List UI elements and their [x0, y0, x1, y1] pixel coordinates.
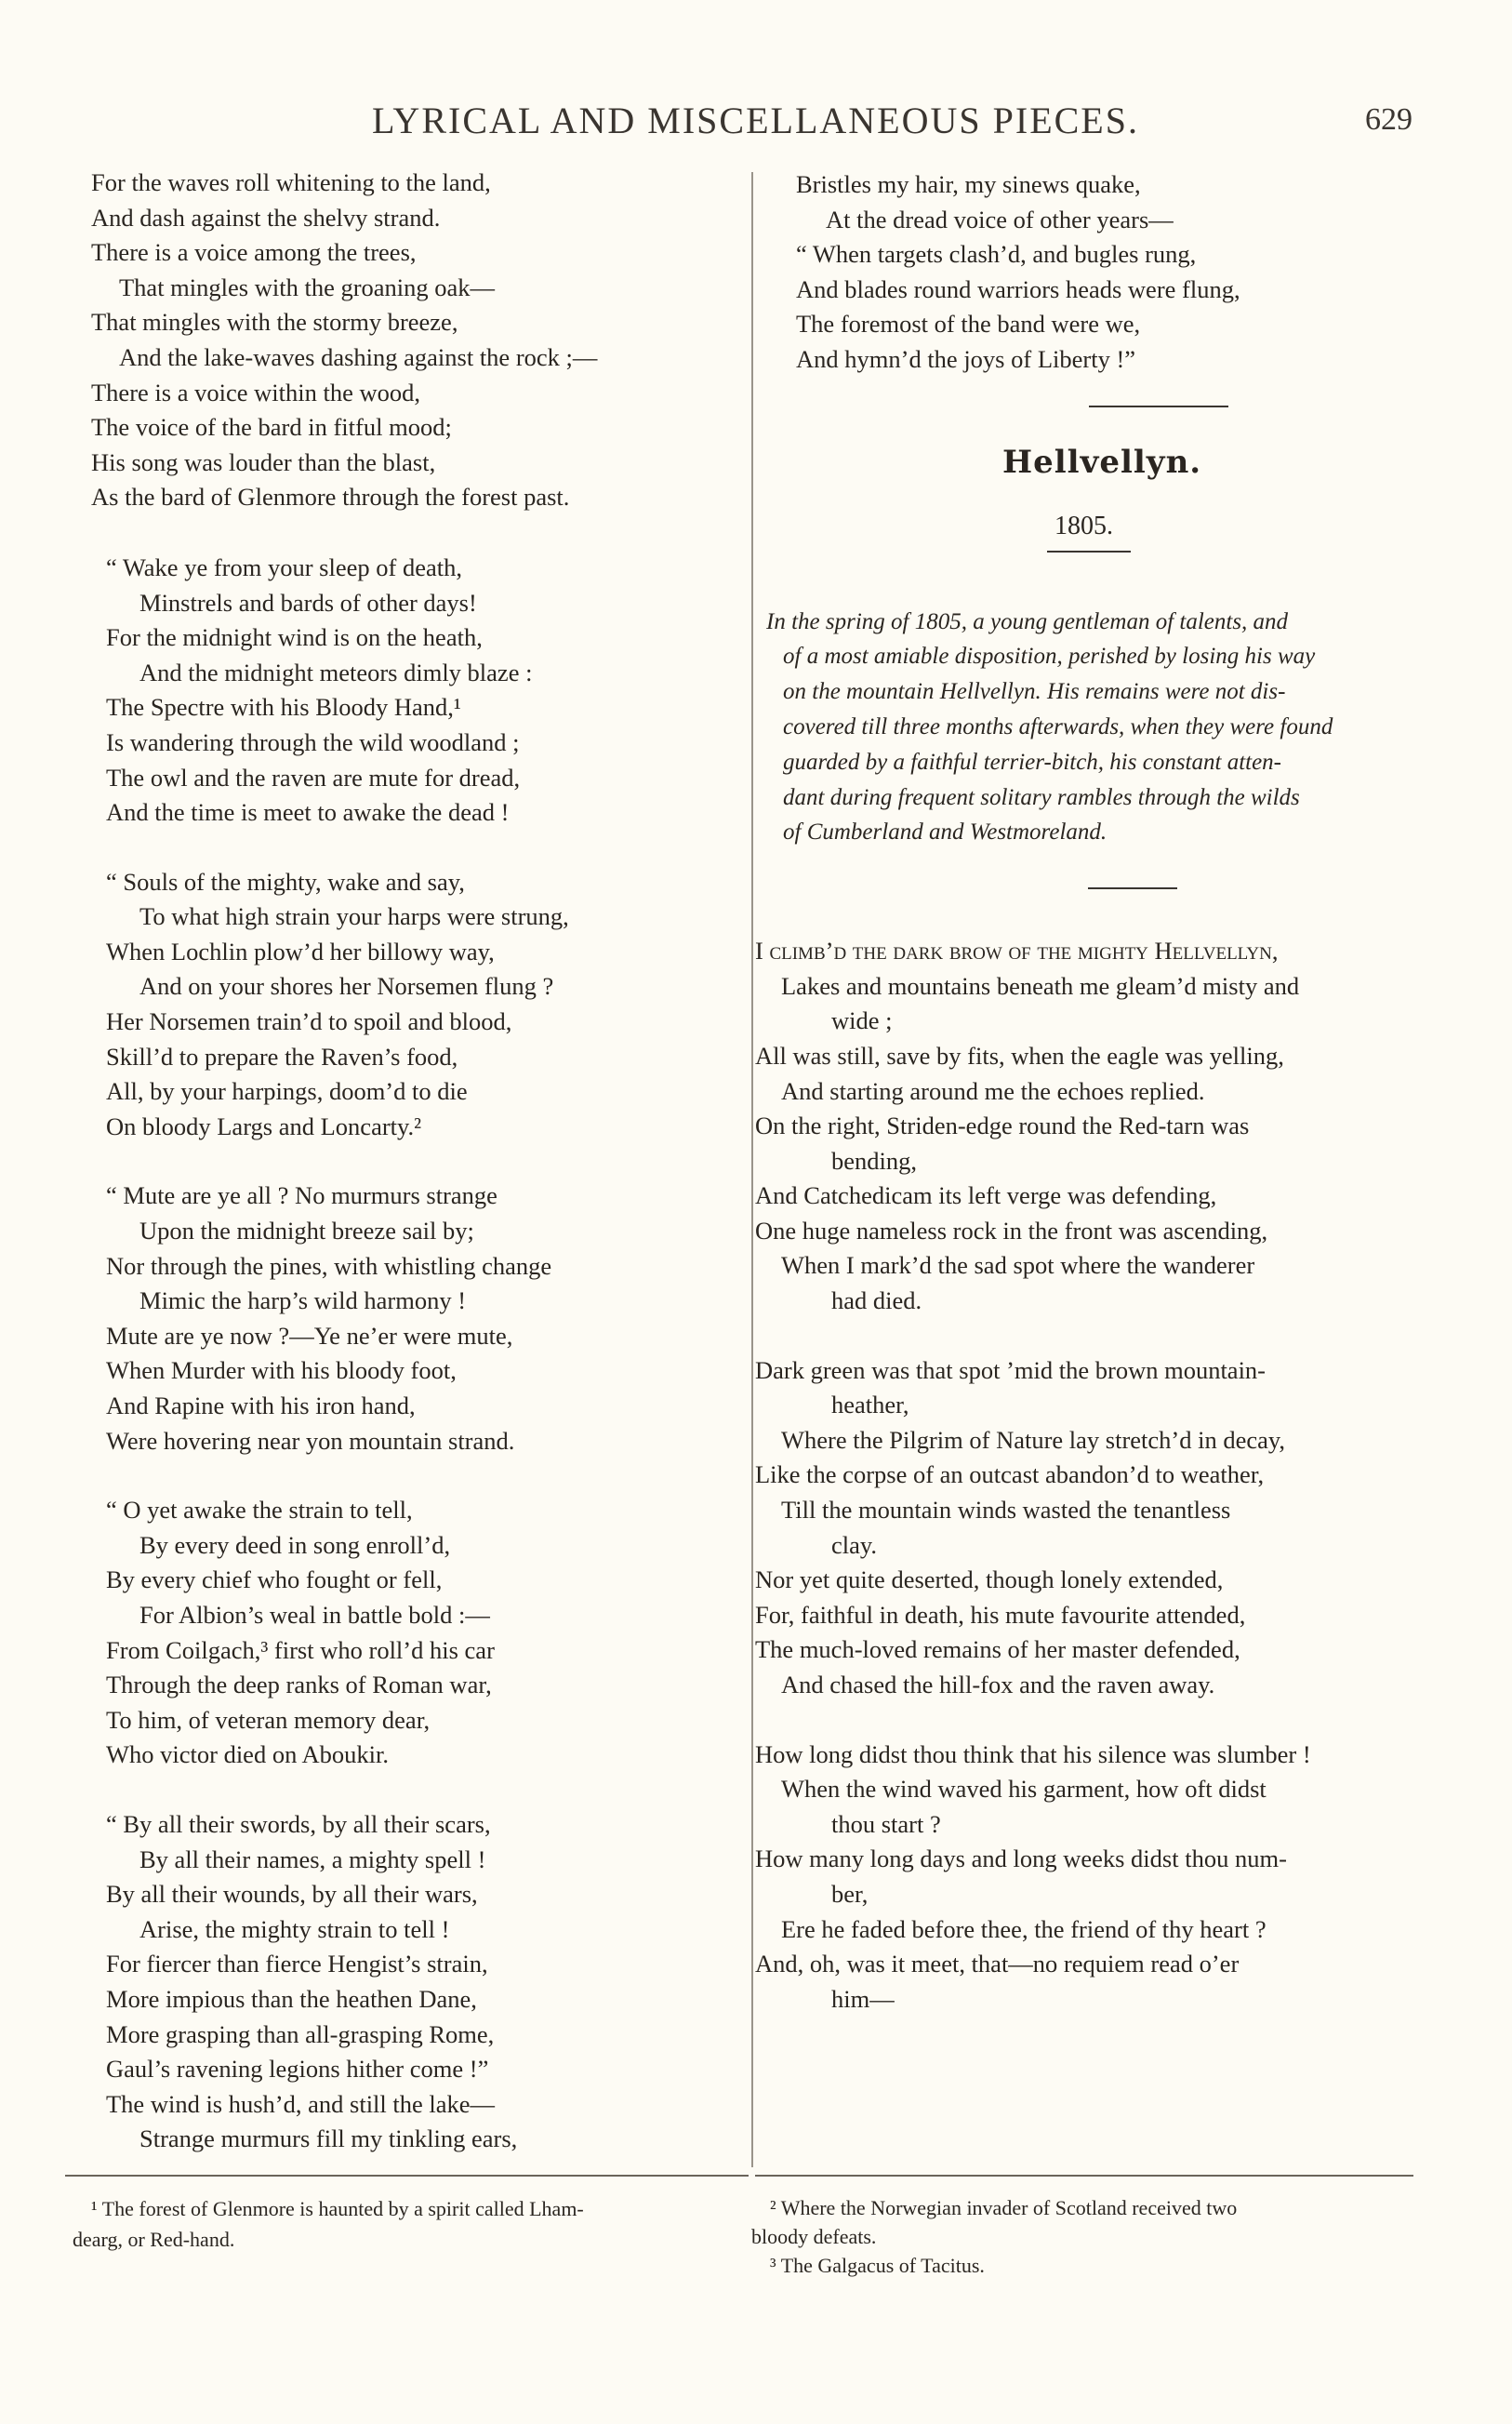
verse-line: From Coilgach,³ first who roll’d his car	[106, 1635, 495, 1664]
verse-line: And the midnight meteors dimly blaze :	[139, 658, 533, 686]
verse-line: Mimic the harp’s wild harmony !	[139, 1286, 467, 1315]
verse-line: His song was louder than the blast,	[91, 447, 436, 476]
stanza	[755, 1738, 1425, 2018]
verse-line: Till the mountain winds wasted the tenantless	[781, 1496, 1231, 1525]
poem-body	[755, 934, 1425, 2017]
verse-line: More grasping than all-grasping Rome,	[106, 2019, 495, 2048]
verse-line: By every deed in song enroll’d,	[139, 1530, 451, 1559]
verse-line: For Albion’s weal in battle bold :—	[139, 1600, 490, 1629]
verse-line: “ Mute are ye all ? No murmurs strange	[106, 1181, 497, 1210]
verse-line: On bloody Largs and Loncarty.²	[106, 1112, 422, 1140]
verse-line: thou start ?	[831, 1809, 941, 1838]
verse-line: The voice of the bard in fitful mood;	[91, 413, 452, 442]
verse-line: For, faithful in death, his mute favourite attended,	[755, 1600, 1246, 1629]
footnote-rule-right	[755, 2175, 1413, 2177]
intro-line: covered till three months afterwards, when they were found	[783, 713, 1333, 739]
verse-line: To him, of veteran memory dear,	[106, 1705, 431, 1734]
verse-line: bending,	[831, 1146, 917, 1175]
verse-line: Through the deep ranks of Roman war,	[106, 1671, 492, 1699]
verse-line: On the right, Striden-edge round the Red-tarn was	[755, 1112, 1250, 1140]
footnote-line: dearg, or Red-hand.	[73, 2228, 235, 2251]
verse-line: One huge nameless rock in the front was ascending,	[755, 1216, 1268, 1245]
verse-line: Strange murmurs fill my tinkling ears,	[139, 2124, 518, 2153]
verse-line: When Murder with his bloody foot,	[106, 1356, 457, 1385]
stanza	[755, 934, 1425, 1319]
verse-line: clay.	[831, 1530, 878, 1559]
verse-line: At the dread voice of other years—	[826, 205, 1174, 233]
footnotes-right	[751, 2193, 1413, 2280]
verse-line: Her Norsemen train’d to spoil and blood,	[106, 1007, 512, 1036]
verse-line: Ere he faded before thee, the friend of thy heart ?	[781, 1914, 1267, 1943]
verse-line: had died.	[831, 1286, 922, 1315]
verse-line: There is a voice within the wood,	[91, 378, 420, 406]
verse-line: And dash against the shelvy strand.	[91, 203, 441, 232]
right-column	[755, 167, 1425, 2051]
verse-line: Who victor died on Aboukir.	[106, 1740, 389, 1769]
intro-line: dant during frequent solitary rambles through the wilds	[783, 784, 1300, 810]
running-title: LYRICAL AND MISCELLANEOUS PIECES.	[372, 100, 1139, 141]
verse-line: All, by your harpings, doom’d to die	[106, 1077, 468, 1106]
verse-line: When the wind waved his garment, how oft didst	[781, 1775, 1267, 1804]
verse-line: “ Souls of the mighty, wake and say,	[106, 867, 465, 896]
verse-line: The owl and the raven are mute for dread,	[106, 763, 521, 792]
intro-rule	[1088, 887, 1177, 889]
verse-line: By all their wounds, by all their wars,	[106, 1880, 478, 1909]
verse-line: And hymn’d the joys of Liberty !”	[796, 344, 1136, 373]
verse-line: Like the corpse of an outcast abandon’d to weather,	[755, 1460, 1265, 1489]
verse-line: Bristles my hair, my sinews quake,	[796, 170, 1141, 198]
verse-line: And, oh, was it meet, that—no requiem read o’er	[755, 1950, 1240, 1978]
verse-line: The much-loved remains of her master defended,	[755, 1635, 1240, 1664]
verse-line: “ When targets clash’d, and bugles rung,	[796, 240, 1197, 269]
verse-line: And Catchedicam its left verge was defending,	[755, 1181, 1217, 1210]
verse-line: And blades round warriors heads were flung,	[796, 274, 1240, 303]
page-header	[0, 93, 1512, 149]
page-number: 629	[1365, 102, 1413, 137]
verse-line: To what high strain your harps were strung,	[139, 902, 569, 931]
verse-line: That mingles with the stormy breeze,	[91, 308, 458, 337]
verse-line: Is wandering through the wild woodland ;	[106, 727, 520, 756]
verse-line: Arise, the mighty strain to tell !	[139, 1914, 450, 1943]
intro-line: on the mountain Hellvellyn. His remains were not dis-	[783, 679, 1286, 705]
verse-line: How many long days and long weeks didst thou num-	[755, 1845, 1287, 1873]
verse-line: The wind is hush’d, and still the lake—	[106, 2089, 496, 2118]
verse-line: I climb’d the dark brow of the mighty Hellvellyn,	[755, 937, 1279, 966]
verse-line: Minstrels and bards of other days!	[139, 588, 477, 617]
verse-line: All was still, save by fits, when the eagle was yelling,	[755, 1041, 1284, 1070]
verse-line: For fiercer than fierce Hengist’s strain,	[106, 1950, 488, 1978]
verse-line: Mute are ye now ?—Ye ne’er were mute,	[106, 1321, 513, 1350]
intro-line: In the spring of 1805, a young gentleman of talents, and	[766, 608, 1289, 634]
verse-line: Upon the midnight breeze sail by;	[139, 1217, 474, 1245]
verse-line: ber,	[831, 1879, 869, 1908]
footnotes-left	[73, 2193, 735, 2255]
verse-line: By every chief who fought or fell,	[106, 1565, 443, 1594]
verse-line: And chased the hill-fox and the raven away.	[781, 1671, 1215, 1699]
verse-line: Nor through the pines, with whistling change	[106, 1251, 552, 1280]
footnote-line: ³ The Galgacus of Tacitus.	[770, 2254, 985, 2277]
verse-line: For the midnight wind is on the heath,	[106, 623, 483, 652]
verse-line: wide ;	[831, 1006, 893, 1035]
left-column	[91, 166, 733, 2191]
stanza	[91, 551, 733, 831]
verse-line: When Lochlin plow’d her billowy way,	[106, 937, 495, 966]
verse-line: Nor yet quite deserted, though lonely extended,	[755, 1565, 1224, 1594]
verse-line: The foremost of the band were we,	[796, 310, 1141, 339]
verse-line: That mingles with the groaning oak—	[119, 273, 496, 301]
footnote-line: ² Where the Norwegian invader of Scotland received two	[770, 2196, 1238, 2219]
stanza	[755, 1353, 1425, 1703]
stanza	[91, 865, 733, 1145]
verse-line: And on your shores her Norsemen flung ?	[139, 972, 554, 1001]
intro-line: of a most amiable disposition, perished by losing his way	[783, 644, 1316, 670]
poem-continuation	[755, 167, 1425, 378]
verse-line: How long didst thou think that his silence was slumber !	[755, 1739, 1311, 1768]
verse-line: “ O yet awake the strain to tell,	[106, 1496, 413, 1525]
verse-line: Skill’d to prepare the Raven’s food,	[106, 1042, 458, 1071]
stanza	[91, 1179, 733, 1458]
verse-line: Were hovering near yon mountain strand.	[106, 1426, 515, 1455]
intro-line: of Cumberland and Westmoreland.	[783, 819, 1107, 846]
poem-title: Hellvellyn.	[1002, 443, 1202, 481]
verse-line: heather,	[831, 1391, 909, 1419]
stanza	[91, 166, 733, 515]
verse-line: And Rapine with his iron hand,	[106, 1392, 416, 1419]
verse-line: More impious than the heathen Dane,	[106, 1984, 477, 2013]
verse-line: The Spectre with his Bloody Hand,¹	[106, 693, 461, 722]
footnote-line: bloody defeats.	[751, 2225, 877, 2248]
column-divider	[751, 172, 753, 2167]
section-separator	[1089, 406, 1228, 407]
verse-line: As the bard of Glenmore through the forest past.	[91, 483, 570, 512]
footnote-line: ¹ The forest of Glenmore is haunted by a spirit called Lham-	[91, 2197, 584, 2220]
verse-line: When I mark’d the sad spot where the wanderer	[781, 1251, 1255, 1280]
verse-line: “ Wake ye from your sleep of death,	[106, 553, 462, 581]
intro-line: guarded by a faithful terrier-bitch, his constant atten-	[783, 749, 1282, 775]
verse-line: Where the Pilgrim of Nature lay stretch’d in decay,	[781, 1425, 1286, 1454]
verse-line: him—	[831, 1984, 895, 2013]
verse-line: And starting around me the echoes replied.	[781, 1076, 1205, 1105]
poem-year: 1805.	[1054, 511, 1113, 540]
verse-line: Gaul’s ravening legions hither come !”	[106, 2055, 489, 2084]
stanza	[91, 1807, 733, 2157]
verse-line: Dark green was that spot ’mid the brown mountain-	[755, 1355, 1267, 1384]
year-rule	[1047, 551, 1131, 553]
verse-line: Lakes and mountains beneath me gleam’d misty and	[781, 971, 1300, 1000]
poem-introduction	[766, 605, 1417, 851]
verse-line: And the time is meet to awake the dead !	[106, 798, 510, 827]
footnote-rule-left	[65, 2175, 749, 2177]
verse-line: “ By all their swords, by all their scars,	[106, 1809, 491, 1838]
verse-line: There is a voice among the trees,	[91, 238, 417, 267]
verse-line: For the waves roll whitening to the land,	[91, 168, 491, 196]
verse-line: By all their names, a mighty spell !	[139, 1845, 486, 1873]
verse-line: And the lake-waves dashing against the rock ;—	[119, 342, 598, 371]
stanza	[91, 1493, 733, 1773]
